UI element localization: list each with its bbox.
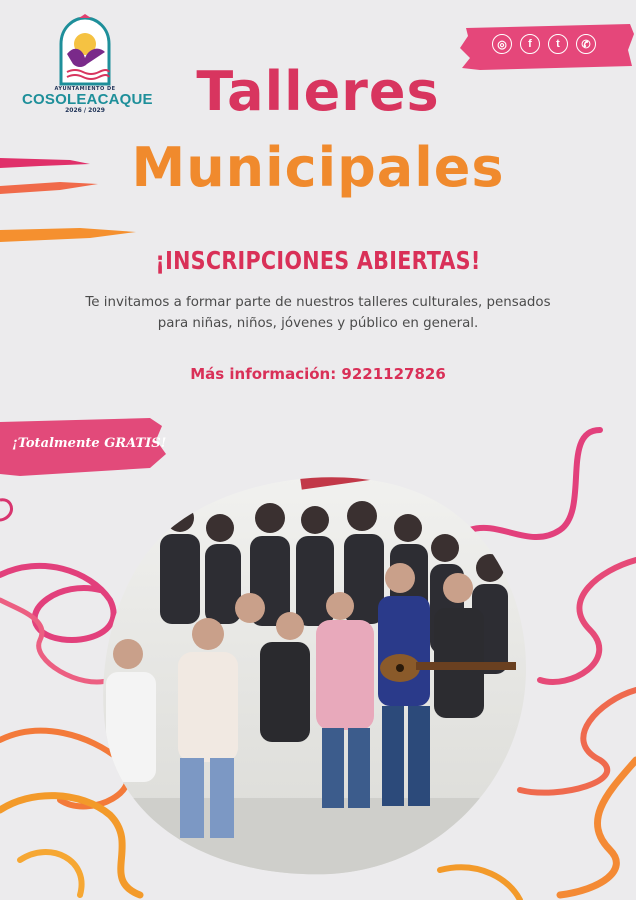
twitter-icon[interactable]: t [548, 34, 568, 54]
title-line-1: Talleres [196, 60, 440, 123]
social-icons [492, 34, 612, 60]
registration-heading: ¡INSCRIPCIONES ABIERTAS! [155, 246, 481, 275]
logo-city: COSOLEACAQUE [22, 91, 153, 108]
instagram-icon[interactable]: ◎ [492, 34, 512, 54]
logo-years: 2026 / 2029 [65, 107, 105, 114]
contact-info: Más información: 9221127826 [190, 365, 446, 383]
facebook-icon[interactable]: f [520, 34, 540, 54]
free-badge-label: ¡Totalmente GRATIS! [12, 436, 167, 451]
description-text: Te invitamos a formar parte de nuestros talleres culturales, pensados para niñas, niños, jóvenes y público en general. [85, 295, 551, 331]
title-line-2: Municipales [131, 136, 505, 199]
whatsapp-icon[interactable]: ✆ [576, 34, 596, 54]
group-photo [100, 458, 538, 878]
logo-top-text: AYUNTAMIENTO DE [54, 86, 116, 92]
